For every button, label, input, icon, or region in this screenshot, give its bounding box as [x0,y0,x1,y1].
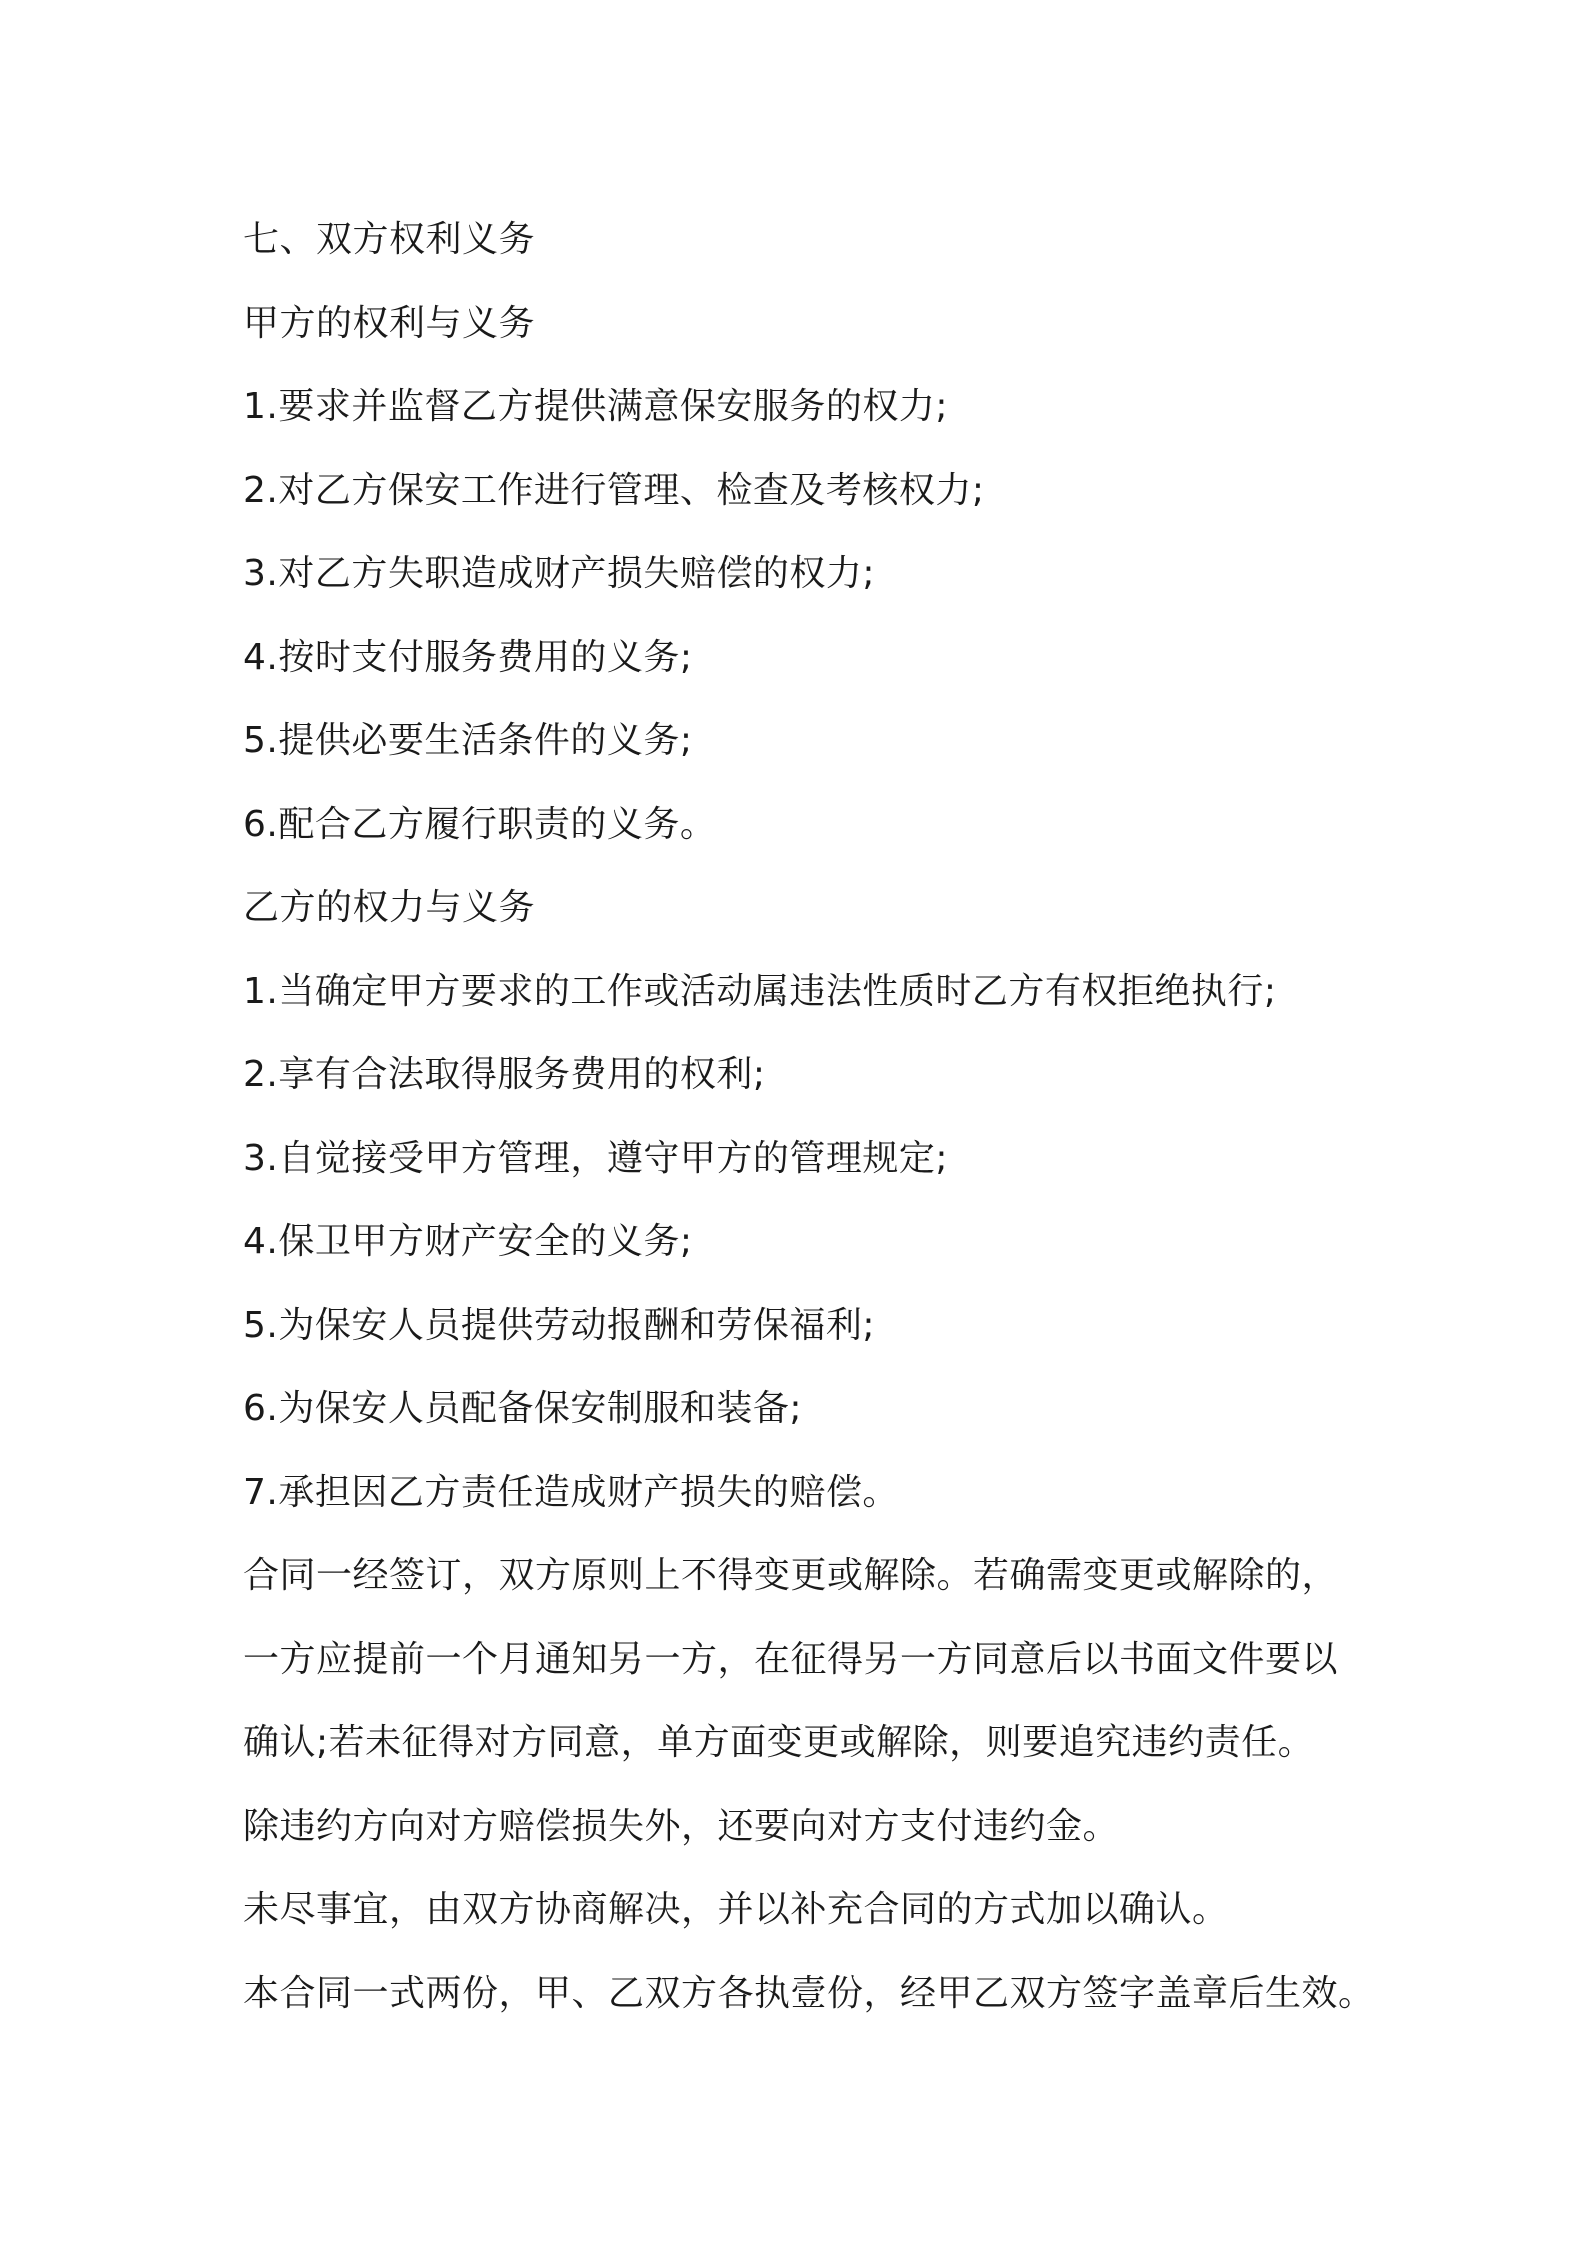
party-b-item: 1.当确定甲方要求的工作或活动属违法性质时乙方有权拒绝执行; [243,970,1277,1012]
party-a-item: 2.对乙方保安工作进行管理、检查及考核权力; [243,469,985,511]
section-title: 七、双方权利义务 [243,219,536,260]
paragraph-line: 除违约方向对方赔偿损失外，还要向对方支付违约金。 [243,1805,1120,1847]
party-a-heading: 甲方的权利与义务 [243,302,536,344]
paragraph-line: 确认;若未征得对方同意，单方面变更或解除，则要追究违约责任。 [243,1722,1315,1763]
party-b-item: 6.为保安人员配备保安制服和装备; [243,1388,802,1429]
party-b-item: 2.享有合法取得服务费用的权利; [243,1054,766,1095]
party-b-item: 4.保卫甲方财产安全的义务; [243,1221,693,1262]
party-a-item: 1.要求并监督乙方提供满意保安服务的权力; [243,386,948,427]
party-a-item: 3.对乙方失职造成财产损失赔偿的权力; [243,553,875,594]
party-a-item: 4.按时支付服务费用的义务; [243,636,693,678]
paragraph-line: 合同一经签订，双方原则上不得变更或解除。若确需变更或解除的， [243,1555,1339,1596]
paragraph-line: 一方应提前一个月通知另一方，在征得另一方同意后以书面文件要以 [243,1638,1339,1680]
copies-clause: 本合同一式两份，甲、乙双方各执壹份，经甲乙双方签字盖章后生效。 [243,1972,1375,2014]
supplement-clause: 未尽事宜，由双方协商解决，并以补充合同的方式加以确认。 [243,1889,1229,1930]
party-b-item: 7.承担因乙方责任造成财产损失的赔偿。 [243,1471,899,1513]
contract-content [243,198,1375,2035]
party-b-item: 3.自觉接受甲方管理，遵守甲方的管理规定; [243,1137,948,1179]
party-a-item: 6.配合乙方履行职责的义务。 [243,803,717,845]
party-b-item: 5.为保安人员提供劳动报酬和劳保福利; [243,1304,875,1346]
party-b-heading: 乙方的权力与义务 [243,887,536,928]
change-clause-paragraph [243,1534,1353,1868]
party-a-item: 5.提供必要生活条件的义务; [243,720,693,761]
